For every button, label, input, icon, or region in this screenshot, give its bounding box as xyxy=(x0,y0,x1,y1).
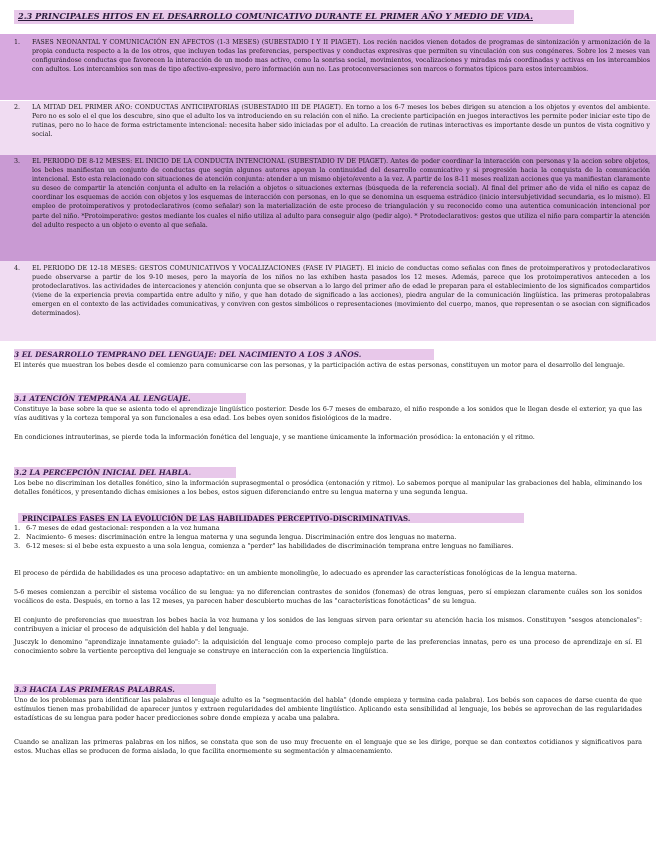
list-item: 3. 6-12 meses: si el bebe esta expuesto a una sola lengua, comienza a "perder" las habilidades de discriminación temprana entre lenguas no familiares. xyxy=(14,542,514,550)
hito-item xyxy=(14,157,650,230)
section-title: 3.2 LA PERCEPCIÓN INICIAL DEL HABLA. xyxy=(14,468,192,477)
section-title: 3.1 ATENCIÓN TEMPRANA AL LENGUAJE. xyxy=(14,394,191,403)
list-item: 1. 6-7 meses de edad gestacional: responden a la voz humana xyxy=(14,524,220,532)
paragraph: El interés que muestran los bebes desde el comienzo para comunicarse con las personas, y la participación activa de estas personas, constituyen un motor para el desarrollo del lenguaje. xyxy=(14,361,625,369)
hito-text: LA MITAD DEL PRIMER AÑO: CONDUCTAS ANTICIPATORIAS (SUBESTADIO III DE PIAGET). En torno a los 6-7 meses los bebes dirigen su atencion a los objetos y eventos del ambiente. Pero no es solo el el que los descubre, sino que el adulto los va introduciendo en su relación con el niño. La creciente participación en juegos interactivos les permite poder iniciar este tipo de rutinas, pero no lo hace de forma estrictamente intencional: necesita haber sido iniciadas por el adulto. La creación de rutinas interactivas es importante desde un puntos de vista cognitivo y social. xyxy=(32,104,650,139)
paragraph: Uno de los problemas para identificar las palabras el lenguaje adulto es la "segmentación del habla" (donde empieza y termina cada palabra). Los bebés son capaces de darse cuenta de que estímulos tienen mas probabilidad de aparecer juntos y extraen regularidades del ambiente lingüístico. Aplicando esta sensibilidad al lenguaje, los bebés se aprovechan de las regularidades estadísticas de su lengua para poder hacer predicciones sobre donde empieza y acaba una palabra. xyxy=(14,696,642,722)
subsection-title: PRINCIPALES FASES EN LA EVOLUCIÓN DE LAS HABILIDADES PERCEPTIVO-DISCRIMINATIVAS. xyxy=(22,514,411,523)
paragraph: El conjunto de preferencias que muestran los bebes hacia la voz humana y los sonidos de las lenguas sirven para orientar su atención hacia los mismos. Constituyen "sesgos atencionales": contribuyen a iniciar el proceso de adquisición del habla y del lenguaje. xyxy=(14,616,642,633)
section-title: 3.3 HACIA LAS PRIMERAS PALABRAS. xyxy=(14,685,175,694)
paragraph: Cuando se analizan las primeras palabras en los niños, se constata que son de uso muy frecuente en el lenguaje que se les dirige, porque se dan contextos cotidianos y significativos para estos. Muchas ellas se producen de forma aislada, lo que facilita enormemente su segmentación y almacenamiento. xyxy=(14,738,642,755)
hito-number: 4. xyxy=(14,265,21,272)
hito-number: 3. xyxy=(14,158,21,165)
list-item: 2. Nacimiento- 6 meses: discriminación entre la lengua materna y una segunda lengua. Discriminación entre dos lenguas no materna. xyxy=(14,533,457,541)
paragraph: Jusczyk lo denomino "aprendizaje innatamente guiado": la adquisición del lenguaje como proceso complejo parte de las preferencias innatas, pero es una proceso de aprendizaje en sí. El conocimiento sobre la vertiente perceptiva del lenguaje se construye en interacción con la experiencia lingüística. xyxy=(14,638,642,655)
paragraph: 5-6 meses comienzan a percibir el sistema vocálico de su lengua: ya no diferencian contrastes de sonidos (fonemas) de otras lenguas, pero sí empiezan claramente cuáles son los sonidos vocálicos de esta. Después, en torno a las 12 meses, ya parecen haber descubierto muchas de las "características fonotácticas" de su lengua. xyxy=(14,588,642,605)
hito-item xyxy=(14,38,650,74)
paragraph: En condiciones intrauterinas, se pierde toda la información fonética del lenguaje, y se mantiene únicamente la información prosódica: la entonación y el ritmo. xyxy=(14,433,535,441)
paragraph: El proceso de pérdida de habilidades es una proceso adaptativo: en un ambiente monolingüe, lo adecuado es aprender las características fonológicas de la lengua materna. xyxy=(14,569,578,577)
hito-number: 2. xyxy=(14,104,21,111)
hito-number: 1. xyxy=(14,39,21,46)
paragraph: Los bebe no discriminan los detalles fonético, sino la información suprasegmental o prosódica (entonación y ritmo). Lo sabemos porque al manipular las grabaciones del habla, eliminando los detalles fonéticos, y presentando dichas emisiones a los bebes, estos siguen diferenciando entre su lengua materna y una segunda lengua. xyxy=(14,479,642,496)
hito-item xyxy=(14,264,650,319)
page-title: 2.3 PRINCIPALES HITOS EN EL DESARROLLO COMUNICATIVO DURANTE EL PRIMER AÑO Y MEDIO DE VIDA. xyxy=(18,11,533,21)
hito-text: EL PERIODO DE 12-18 MESES: GESTOS COMUNICATIVOS Y VOCALIZACIONES (FASE IV PIAGET). El inicio de conductas como señalas con fines de protoimperativos y protodeclarativos puede observarse a partir de los 9-10 meses, pero la mayoría de los niños no las exhiben hasta pasados los 12 meses. Además, parece que los protoimperativos anteceden a los protodeclarativos. las actividades de intercaciones y atención conjunta que se observan a lo largo del primer año de edad le preparan para el establecimiento de los significados compartidos (viene de la experiencia previa compartida entre adulto y niño, y que han dotado de significado a las acciones), piedra angular de la comunicación lingüística. las primeras protopalabras emergen en el contexto de las actividades comunicativas, y conviven con gestos simbólicos o representaciones (movimiento del cuerpo, manos, que representan o se asocian con significados determinados). xyxy=(32,265,650,318)
hito-item xyxy=(14,103,650,139)
hito-text: FASES NEONANTAL Y COMUNICACIÓN EN AFECTOS (1-3 MESES) (SUBESTADIO I Y II PIAGET). Los recién nacidos vienen dotados de programas de sintonización y armonización de la propia conducta respecto a la de los otros, que incluyen todas las preferencias, perspectivas y conductas expresivas que permiten su vinculación con sus congéneres. Sobre los 2 meses van configurándose conductas que favorecen la interacción de un modo mas activo, como la sonrisa social, movimientos, vocalizaciones y miradas más coordinadas y activas en los intercambios con adultos. Los intercambios son mas de tipo afectivo-expresivo, pero información aun no. Las protoconversaciones son marcos o formatos típicos para estos intercambios. xyxy=(32,39,650,74)
fases-list xyxy=(14,524,642,551)
hito-text: EL PERIODO DE 8-12 MESES: EL INICIO DE LA CONDUCTA INTENCIONAL (SUBESTADIO IV DE PIAGET). Antes de poder coordinar la interacción con personas y la accion sobre objetos, los bebes manifiestan un conjunto de conductas que según algunos autores apoyan la continuidad del desarrollo comunicativo y si progresión hacia la conquista de la comunicación intencional. Esto esta relacionado con situaciones de atención conjunta: atender a un mismo objeto/evento a la vez. A partir de los 8-11 meses realizan acciones que ya manifiestan claramente su deseo de compartir la atención conjunta el adulto en la relación a objetos o situaciones externas (búsqueda de la referencia social). Al final del primer año de vida el niño es capaz de coordinar los esquemas de acción con objetos y los esquemas de interacción con personas, en lo que se denomina un esquema estrádico (inicio intersubjetividad secundaria, es lo mismo). El empleo de protoimperativos y protodeclarativos (como señalar) son la materialización de este proceso de triangulación y su reconocido como una autentica comunicación intencional por parte del niño. *Protoimperativo: gestos mediante los cuales el niño utiliza al adulto para conseguir algo (pedir algo). * Protodeclarativos: gestos que utiliza el niño para compartir la atención del adulto respecto a un objeto o evento al que señala. xyxy=(32,158,650,229)
paragraph: Constituye la base sobre la que se asienta todo el aprendizaje lingüístico posterior. Desde los 6-7 meses de embarazo, el niño responde a los sonidos que le llegan desde el exterior, ya que las vías auditivas y la corteza temporal ya son funcionales a esa edad. Los bebes oyen sonidos fisiológicos de la madre. xyxy=(14,405,642,422)
section-title: 3 EL DESARROLLO TEMPRANO DEL LENGUAJE: DEL NACIMIENTO A LOS 3 AÑOS. xyxy=(14,350,362,359)
